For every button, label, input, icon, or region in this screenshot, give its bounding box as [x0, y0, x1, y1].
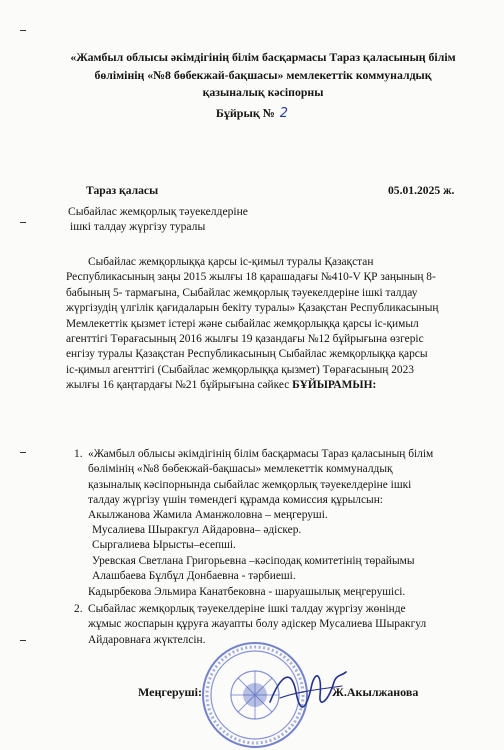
- preamble-last-line: [66, 378, 478, 393]
- preamble-line: жылғы 16 қаңтардағы №21 бұйрығына сәйкес: [66, 379, 290, 392]
- preamble-line: жүргізудің үлгілік қағидаларын бекіту туралы» Қазақстан Республикасының: [66, 302, 439, 315]
- item-line: жұмыс жоспарын құруға жауапты болу әдіскер Мусалиева Шыракгул: [88, 618, 427, 631]
- preamble-line: агенттігі Төрағасының 2016 жылғы 19 қазандағы №12 бұйрығына өзгеріс: [66, 333, 424, 346]
- subject-line: Сыбайлас жемқорлық тәуекелдеріне: [68, 205, 248, 218]
- margin-mark: [20, 30, 26, 31]
- item-line: Айдаровнаға жүктелсін.: [88, 633, 206, 646]
- item-line: бөлімінің «№8 бөбекжай-бақшасы» мемлекеттік коммуналдық: [88, 463, 393, 476]
- margin-mark: [20, 222, 26, 223]
- city: Тараз қаласы: [86, 184, 159, 197]
- header-line: «Жамбыл облысы әкімдігінің білім басқармасы Тараз қаласының білім: [70, 50, 456, 64]
- preamble-line: бабының 5- тармағына, Сыбайлас жемқорлық тәуекелдеріне ішкі талдау: [66, 286, 418, 299]
- margin-mark: [20, 640, 26, 641]
- commission-member: Мусалиева Шыракгул Айдаровна– әдіскер.: [92, 524, 302, 536]
- signatory-role: Меңгеруші:: [138, 685, 203, 699]
- preamble-line: енгізу туралы Қазақстан Республикасының Сыбайлас жемқорлыққа қарсы: [66, 348, 428, 361]
- commission-member: Акылжанова Жамила Аманжоловна – меңгеруші.: [88, 509, 328, 521]
- subject-line: ішкі талдау жүргізу туралы: [70, 219, 206, 233]
- order-label: Бұйрық №: [215, 106, 275, 120]
- order-number: 2: [279, 106, 289, 121]
- commission-member: Сыргалиева Ырысты–есепші.: [92, 539, 236, 551]
- item-line: қазыналық кәсіпорнында сыбайлас жемқорлық тәуекелдеріне ішкі: [88, 478, 412, 491]
- margin-mark: [20, 452, 26, 453]
- preamble: [66, 255, 478, 394]
- preamble-line: Республикасының заңы 2015 жылғы 18 қарашадағы №410-V ҚР заңының 8-: [66, 271, 436, 284]
- item-number: 2.: [74, 603, 83, 615]
- order-item-1: [74, 447, 480, 508]
- preamble-line: Мемлекеттік қызмет істері және сыбайлас жемқорлыққа қарсы іс-қимыл: [66, 317, 419, 330]
- signatory-name: Ж.Акылжанова: [332, 685, 419, 699]
- item-number: 1.: [74, 448, 83, 460]
- order-subject: [68, 205, 308, 234]
- commission-member: Кадырбекова Эльмира Канатбековна - шаруашылық меңгерушісі.: [88, 586, 406, 598]
- header-line: бөлімінің «№8 бөбекжай-бақшасы» мемлекеттік коммуналдық: [94, 67, 432, 82]
- order-date: 05.01.2025 ж.: [388, 184, 455, 197]
- header-line: қазыналық кәсіпорны: [202, 85, 324, 99]
- commission-member: Уревская Светлана Григорьевна –кәсіподақ комитетінің төрайымы: [92, 555, 415, 567]
- preamble-line: іс-қимыл агенттігі (Сыбайлас жемқорлыққа қызмет) Төрағасының 2023: [66, 363, 414, 376]
- item-line: талдау жүргізу үшін төмендегі құрамда комиссия құрылсын:: [88, 493, 383, 506]
- order-title: [0, 106, 504, 121]
- commission-member: Алашбаева Бұлбұл Донбаевна - тәрбиеші.: [92, 570, 296, 582]
- preamble-line: Сыбайлас жемқорлыққа қарсы іс-қимыл туралы Қазақстан: [88, 256, 374, 268]
- organization-header: [66, 49, 460, 102]
- item-line: «Жамбыл облысы әкімдігінің білім басқармасы Тараз қаласының білім: [88, 448, 434, 460]
- item-line: Сыбайлас жемқорлық тәуекелдеріне ішкі талдау жүргізу жөнінде: [88, 603, 406, 615]
- order-word: БҰЙЫРАМЫН:: [292, 379, 377, 392]
